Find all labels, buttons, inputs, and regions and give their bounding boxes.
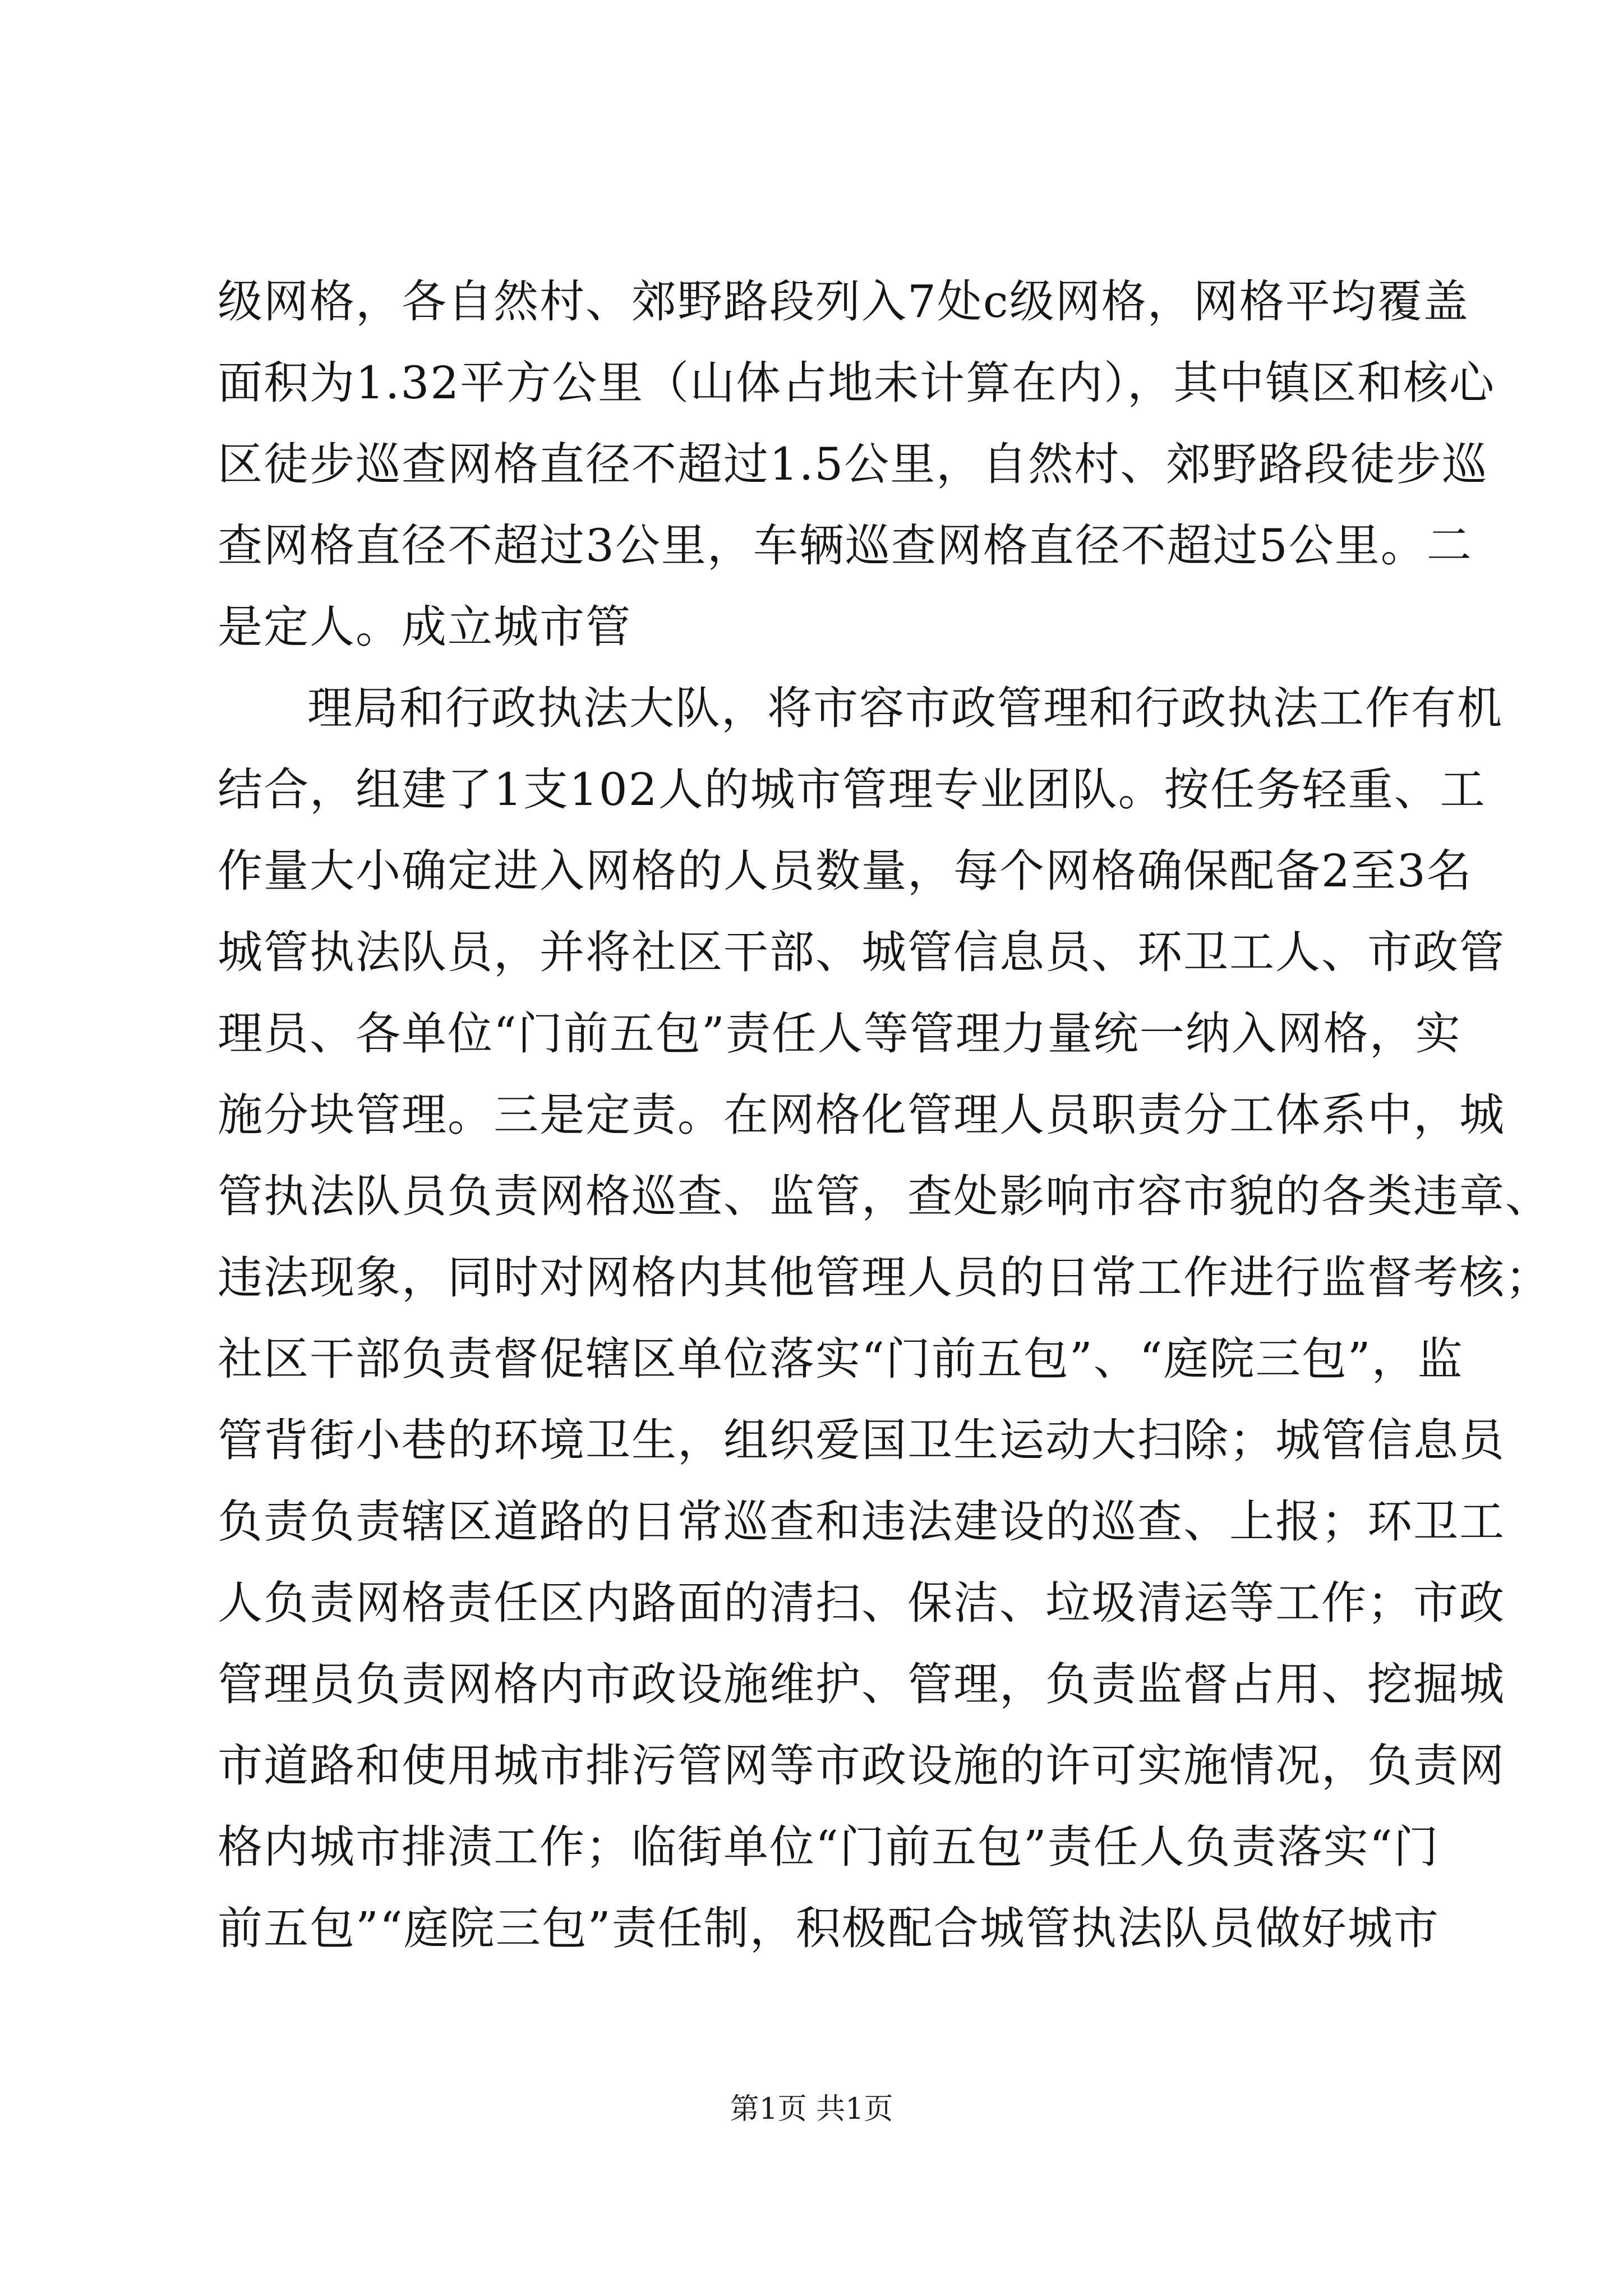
text-line: 负责负责辖区道路的日常巡查和违法建设的巡查、上报；环卫工	[218, 1496, 1505, 1548]
text-line: 查网格直径不超过3公里，车辆巡查网格直径不超过5公里。二	[218, 519, 1473, 572]
text-line: 作量大小确定进入网格的人员数量，每个网格确保配备2至3名	[218, 845, 1473, 897]
text-line: 面积为1.32平方公里（山体占地未计算在内），其中镇区和核心	[218, 357, 1496, 409]
text-line: 前五包”“庭院三包”责任制，积极配合城管执法队员做好城市	[218, 1902, 1440, 1954]
text-line: 区徒步巡查网格直径不超过1.5公里，自然村、郊野路段徒步巡	[218, 438, 1488, 490]
text-line: 结合，组建了1支102人的城市管理专业团队。按任务轻重、工	[218, 763, 1486, 816]
text-line: 施分块管理。三是定责。在网格化管理人员职责分工体系中，城	[218, 1089, 1505, 1141]
text-line: 管执法队员负责网格巡查、监管，查处影响市容市貌的各类违章、	[218, 1170, 1551, 1222]
text-line: 理局和行政执法大队，将市容市政管理和行政执法工作有机	[307, 682, 1503, 734]
text-line: 社区干部负责督促辖区单位落实“门前五包”、“庭院三包”，监	[218, 1333, 1464, 1385]
body-text	[218, 261, 1551, 1969]
text-line: 城管执法队员，并将社区干部、城管信息员、环卫工人、市政管	[218, 926, 1505, 978]
text-line: 管背街小巷的环境卫生，组织爱国卫生运动大扫除；城管信息员	[218, 1414, 1505, 1466]
text-line: 级网格，各自然村、郊野路段列入7处c级网格，网格平均覆盖	[218, 275, 1469, 328]
text-line: 管理员负责网格内市政设施维护、管理，负责监督占用、挖掘城	[218, 1658, 1505, 1710]
text-line: 格内城市排渍工作；临街单位“门前五包”责任人负责落实“门	[218, 1821, 1440, 1873]
text-line: 人负责网格责任区内路面的清扫、保洁、垃圾清运等工作；市政	[218, 1577, 1505, 1629]
page-footer	[0, 2091, 1623, 2127]
page-number-label: 第1页 共1页	[730, 2092, 893, 2126]
text-line: 违法现象，同时对网格内其他管理人员的日常工作进行监督考核；	[218, 1251, 1551, 1304]
paragraph-1	[218, 261, 1496, 668]
text-line: 理员、各单位“门前五包”责任人等管理力量统一纳入网格，实	[218, 1007, 1461, 1060]
paragraph-2	[218, 668, 1551, 1969]
text-line: 市道路和使用城市排污管网等市政设施的许可实施情况，负责网	[218, 1740, 1505, 1792]
text-line: 是定人。成立城市管	[218, 601, 631, 653]
